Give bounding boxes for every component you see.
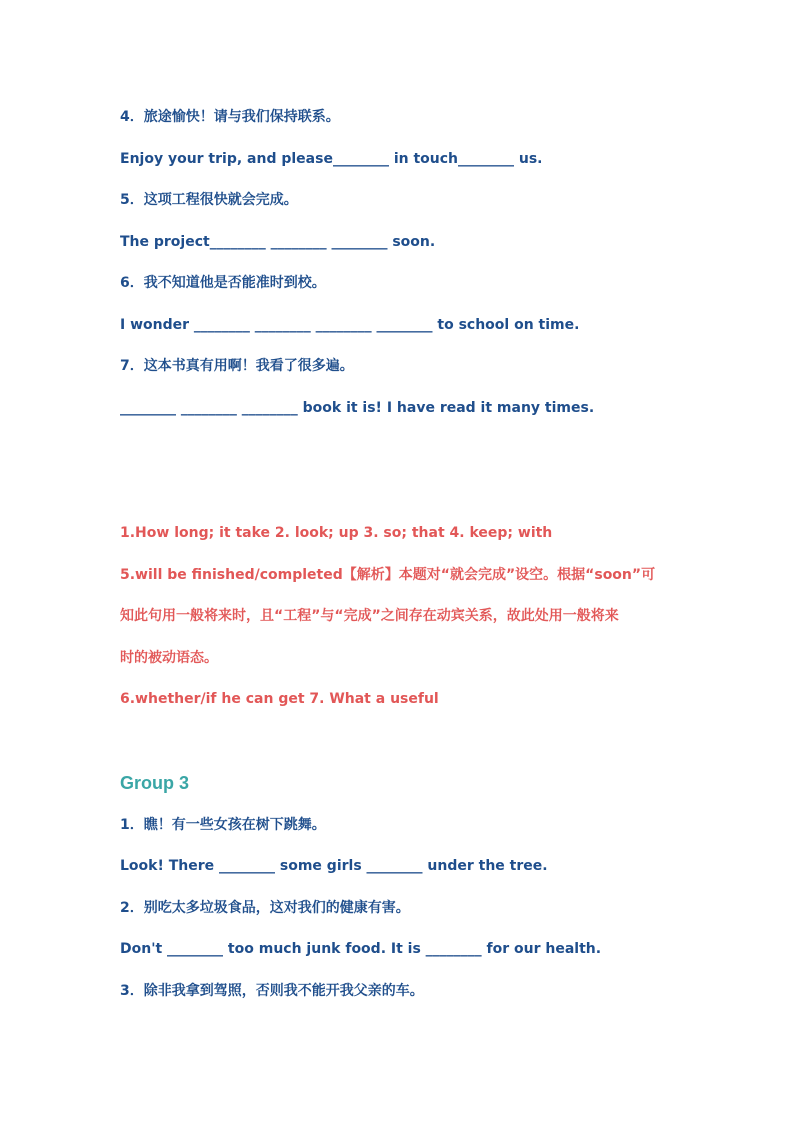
- answer-line: 知此句用一般将来时，且“工程”与“完成”之间存在动宾关系，故此处用一般将来: [120, 608, 619, 624]
- answer-line: 1.How long; it take 2. look; up 3. so; that 4. keep; with: [120, 525, 553, 541]
- group3-question-1-chinese: 1．瞧！有一些女孩在树下跳舞。: [120, 817, 326, 833]
- question-6-english: I wonder ________ ________ ________ ________ to school on time.: [120, 317, 580, 333]
- group3-question-2-chinese: 2．别吃太多垃圾食品，这对我们的健康有害。: [120, 900, 410, 916]
- question-4-english: Enjoy your trip, and please________ in touch________ us.: [120, 151, 543, 167]
- answer-line: 6.whether/if he can get 7. What a useful: [120, 691, 439, 707]
- question-7-english: ________ ________ ________ book it is! I have read it many times.: [120, 400, 595, 416]
- question-5-english: The project________ ________ ________ soon.: [120, 234, 436, 250]
- question-6-chinese: 6．我不知道他是否能准时到校。: [120, 275, 326, 291]
- answer-line: 时的被动语态。: [120, 650, 218, 666]
- group3-question-2-english: Don't ________ too much junk food. It is ________ for our health.: [120, 941, 602, 957]
- group3-question-1-english: Look! There ________ some girls ________ under the tree.: [120, 858, 548, 874]
- group3-question-3-chinese: 3．除非我拿到驾照，否则我不能开我父亲的车。: [120, 983, 424, 999]
- group-3-heading: Group 3: [120, 773, 190, 793]
- question-7-chinese: 7．这本书真有用啊！我看了很多遍。: [120, 358, 354, 374]
- answer-line: 5.will be finished/completed【解析】本题对“就会完成”设空。根据“soon”可: [120, 567, 656, 583]
- question-4-chinese: 4．旅途愉快！请与我们保持联系。: [120, 109, 340, 125]
- question-5-chinese: 5．这项工程很快就会完成。: [120, 192, 298, 208]
